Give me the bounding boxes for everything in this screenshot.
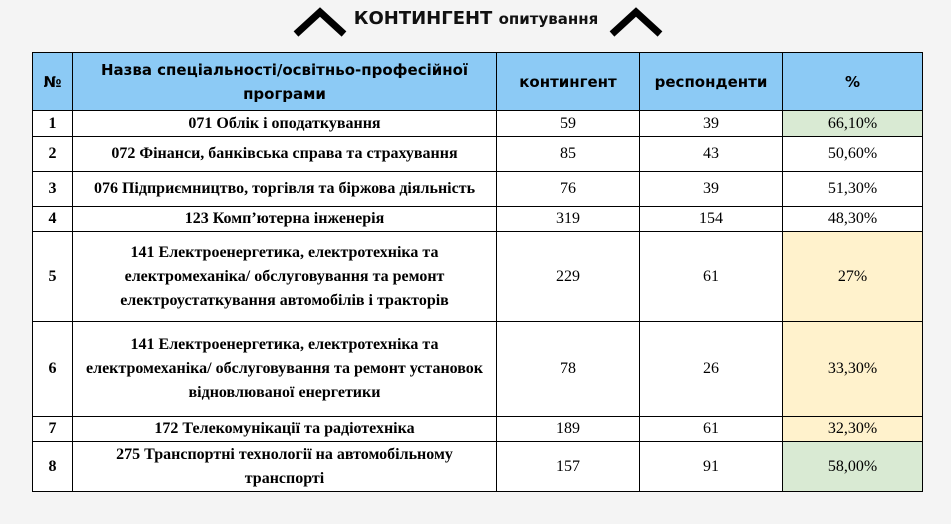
row-program-name: 071 Облік і оподаткування <box>73 111 497 137</box>
table-row <box>33 137 923 172</box>
row-number: 3 <box>33 172 73 207</box>
row-program-name: 076 Підприємництво, торгівля та біржова діяльність <box>73 172 497 207</box>
table-row <box>33 172 923 207</box>
table-row <box>33 232 923 322</box>
row-respondents: 39 <box>640 111 783 137</box>
table-row <box>33 111 923 137</box>
row-contingent: 189 <box>497 417 640 442</box>
row-number: 7 <box>33 417 73 442</box>
title-sub: опитування <box>498 10 599 28</box>
row-percent: 33,30% <box>783 322 923 417</box>
page-title <box>352 8 600 29</box>
row-percent: 48,30% <box>783 207 923 232</box>
row-number: 6 <box>33 322 73 417</box>
row-respondents: 91 <box>640 442 783 492</box>
row-percent: 32,30% <box>783 417 923 442</box>
table-header-row <box>33 53 923 111</box>
page-header <box>0 0 951 44</box>
row-number: 2 <box>33 137 73 172</box>
chevron-up-icon <box>606 4 666 38</box>
column-header-respondents: респонденти <box>640 53 783 111</box>
column-header-percent: % <box>783 53 923 111</box>
column-header-number: № <box>33 53 73 111</box>
row-respondents: 61 <box>640 417 783 442</box>
row-number: 5 <box>33 232 73 322</box>
row-program-name: 172 Телекомунікації та радіотехніка <box>73 417 497 442</box>
row-contingent: 157 <box>497 442 640 492</box>
column-header-contingent: контингент <box>497 53 640 111</box>
row-respondents: 154 <box>640 207 783 232</box>
row-respondents: 61 <box>640 232 783 322</box>
row-respondents: 43 <box>640 137 783 172</box>
column-header-name: Назва спеціальності/освітньо-професійної програми <box>73 53 497 111</box>
row-respondents: 39 <box>640 172 783 207</box>
contingent-table <box>32 52 923 492</box>
row-program-name: 141 Електроенергетика, електротехніка та електромеханіка/ обслуговування та ремонт установок відновлюваної енергетики <box>73 322 497 417</box>
row-number: 1 <box>33 111 73 137</box>
row-percent: 27% <box>783 232 923 322</box>
row-percent: 66,10% <box>783 111 923 137</box>
row-program-name: 123 Комп’ютерна інженерія <box>73 207 497 232</box>
table-row <box>33 442 923 492</box>
title-main: КОНТИНГЕНТ <box>353 8 493 29</box>
row-respondents: 26 <box>640 322 783 417</box>
table-row <box>33 322 923 417</box>
row-percent: 51,30% <box>783 172 923 207</box>
row-contingent: 76 <box>497 172 640 207</box>
row-number: 4 <box>33 207 73 232</box>
row-contingent: 59 <box>497 111 640 137</box>
row-number: 8 <box>33 442 73 492</box>
table-row <box>33 417 923 442</box>
row-program-name: 072 Фінанси, банківська справа та страхування <box>73 137 497 172</box>
row-program-name: 275 Транспортні технології на автомобільному транспорті <box>73 442 497 492</box>
row-contingent: 229 <box>497 232 640 322</box>
table-row <box>33 207 923 232</box>
row-contingent: 78 <box>497 322 640 417</box>
row-percent: 50,60% <box>783 137 923 172</box>
row-contingent: 85 <box>497 137 640 172</box>
row-program-name: 141 Електроенергетика, електротехніка та електромеханіка/ обслуговування та ремонт електроустаткування автомобілів і тракторів <box>73 232 497 322</box>
row-percent: 58,00% <box>783 442 923 492</box>
chevron-up-icon <box>290 4 350 38</box>
row-contingent: 319 <box>497 207 640 232</box>
